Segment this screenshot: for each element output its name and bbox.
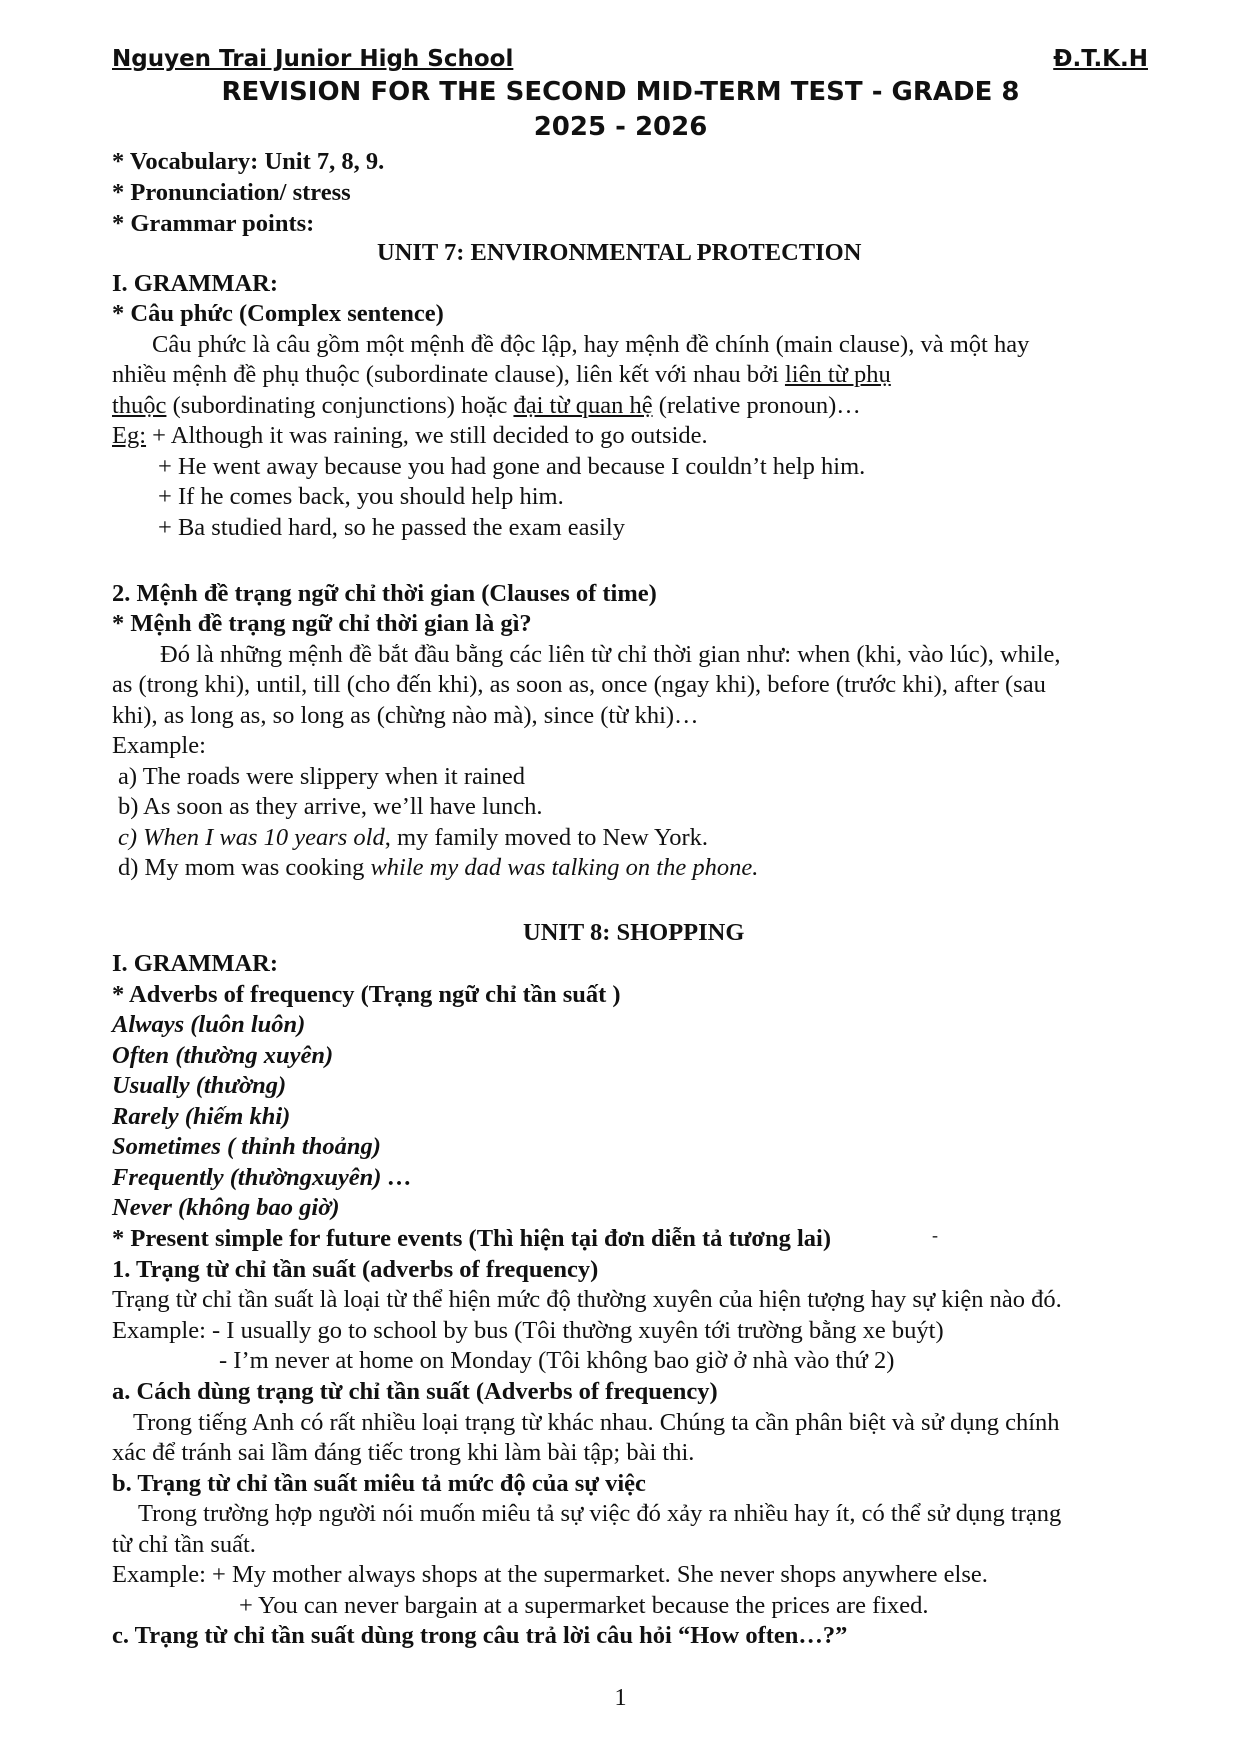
eg-label: Eg:: [112, 422, 147, 449]
usage-heading-b: b. Trạng từ chỉ tần suất miêu tả mức độ của sự việc: [112, 1470, 646, 1497]
unit7-title: UNIT 7: ENVIRONMENTAL PROTECTION: [377, 239, 862, 266]
topic-pronunciation: * Pronunciation/ stress: [112, 179, 351, 206]
complex-paragraph-line2: nhiều mệnh đề phụ thuộc (subordinate clause), liên kết với nhau bởi liên từ phụ: [112, 361, 891, 388]
frequency-section1-text: Trạng từ chỉ tần suất là loại từ thể hiện mức độ thường xuyên của hiện tượng hay sự kiện nào đó.: [112, 1286, 1062, 1313]
document-title: REVISION FOR THE SECOND MID-TERM TEST - GRADE 8: [221, 77, 1020, 107]
usage-b-example1: Example: + My mother always shops at the supermarket. She never shops anywhere else.: [112, 1561, 988, 1588]
adverb-item: Never (không bao giờ): [112, 1194, 340, 1221]
adverb-item: Often (thường xuyên): [112, 1042, 334, 1069]
adverb-item: Sometimes ( thỉnh thoảng): [112, 1133, 381, 1160]
adverb-item: Rarely (hiếm khi): [112, 1103, 291, 1130]
frequency-example1: Example: - I usually go to school by bus (Tôi thường xuyên tới trường bằng xe buýt): [112, 1317, 944, 1344]
frequency-example2: - I’m never at home on Monday (Tôi không bao giờ ở nhà vào thứ 2): [219, 1347, 895, 1374]
example-line4: + Ba studied hard, so he passed the exam easily: [158, 514, 625, 541]
school-name: Nguyen Trai Junior High School: [112, 46, 514, 72]
usage-b-example2: + You can never bargain at a supermarket because the prices are fixed.: [239, 1592, 929, 1619]
example-line1: Eg: + Although it was raining, we still decided to go outside.: [112, 422, 708, 449]
usage-heading-c: c. Trạng từ chỉ tần suất dùng trong câu trả lời câu hỏi “How often…?”: [112, 1622, 848, 1649]
document-code: Đ.T.K.H: [1053, 46, 1148, 72]
page-number: 1: [614, 1684, 627, 1711]
complex-paragraph-line1: Câu phức là câu gồm một mệnh đề độc lập, hay mệnh đề chính (main clause), và một hay: [152, 331, 1030, 358]
usage-b-line2: từ chỉ tần suất.: [112, 1531, 256, 1558]
present-simple-heading: * Present simple for future events (Thì hiện tại đơn diễn tả tương lai): [112, 1225, 831, 1252]
time-example-c: c) When I was 10 years old, my family moved to New York.: [118, 824, 708, 851]
topic-vocabulary: * Vocabulary: Unit 7, 8, 9.: [112, 148, 385, 175]
adverb-item: Frequently (thườngxuyên) …: [112, 1164, 413, 1191]
usage-heading-a: a. Cách dùng trạng từ chỉ tần suất (Adverbs of frequency): [112, 1378, 718, 1405]
complex-paragraph-line3: thuộc (subordinating conjunctions) hoặc đại từ quan hệ (relative pronoun)…: [112, 392, 861, 419]
example-label: Example:: [112, 732, 206, 759]
topic-grammar: * Grammar points:: [112, 210, 315, 237]
time-example-b: b) As soon as they arrive, we’ll have lunch.: [118, 793, 543, 820]
school-year: 2025 - 2026: [533, 112, 708, 142]
usage-b-line1: Trong trường hợp người nói muốn miêu tả sự việc đó xảy ra nhiều hay ít, có thể sử dụng trạng: [138, 1500, 1062, 1527]
time-example-a: a) The roads were slippery when it rained: [118, 763, 526, 790]
unit8-grammar-heading: I. GRAMMAR:: [112, 950, 279, 977]
time-clause-line3: khi), as long as, so long as (chừng nào mà), since (từ khi)…: [112, 702, 699, 729]
complex-sentence-heading: * Câu phức (Complex sentence): [112, 300, 444, 327]
usage-a-line1: Trong tiếng Anh có rất nhiều loại trạng từ khác nhau. Chúng ta cần phân biệt và sử dụng chính: [133, 1409, 1060, 1436]
adverb-item: Always (luôn luôn): [112, 1011, 306, 1038]
example-line3: + If he comes back, you should help him.: [158, 483, 564, 510]
usage-a-line2: xác để tránh sai lầm đáng tiếc trong khi làm bài tập; bài thi.: [112, 1439, 695, 1466]
time-clause-question: * Mệnh đề trạng ngữ chỉ thời gian là gì?: [112, 610, 532, 637]
frequency-section1-heading: 1. Trạng từ chỉ tần suất (adverbs of frequency): [112, 1256, 599, 1283]
time-clause-line1: Đó là những mệnh đề bắt đầu bằng các liên từ chỉ thời gian như: when (khi, vào lúc), while,: [160, 641, 1061, 668]
dash-mark: -: [932, 1225, 938, 1245]
example-line2: + He went away because you had gone and because I couldn’t help him.: [158, 453, 866, 480]
unit7-grammar-heading: I. GRAMMAR:: [112, 270, 279, 297]
adverbs-heading: * Adverbs of frequency (Trạng ngữ chỉ tần suất ): [112, 981, 621, 1008]
adverb-item: Usually (thường): [112, 1072, 287, 1099]
unit8-title: UNIT 8: SHOPPING: [523, 919, 745, 946]
time-example-d: d) My mom was cooking while my dad was talking on the phone.: [118, 854, 759, 881]
time-clause-line2: as (trong khi), until, till (cho đến khi), as soon as, once (ngay khi), before (trước khi), after (sau: [112, 671, 1046, 698]
time-clause-heading: 2. Mệnh đề trạng ngữ chỉ thời gian (Clauses of time): [112, 580, 657, 607]
